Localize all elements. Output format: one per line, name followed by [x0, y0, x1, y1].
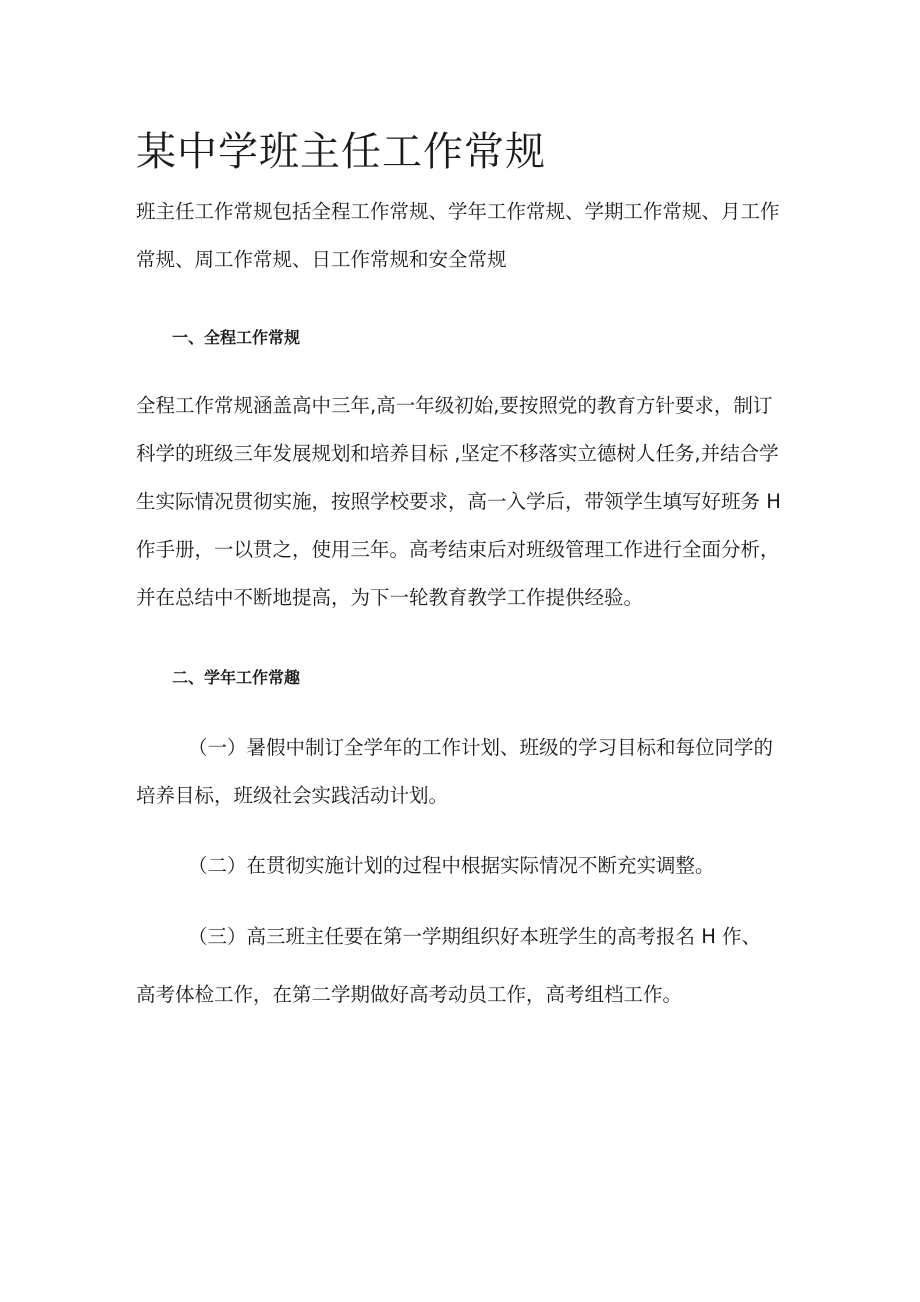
- item-line: （三）高三班主任要在第一学期组织好本班学生的高考报名 H 作、: [188, 925, 762, 948]
- section2-item1: [136, 724, 816, 820]
- intro-line: 常规、周工作常规、日工作常规和安全常规: [136, 248, 507, 271]
- section2-item3: [136, 913, 816, 961]
- item-line: 高考体检工作，在第二学期做好高考动员工作，高考组档工作。: [136, 983, 683, 1006]
- section-heading-1: 一、全程工作常规: [172, 328, 301, 347]
- paragraph-line: 并在总结中不断地提高，为下一轮教育教学工作提供经验。: [136, 586, 644, 609]
- section-heading-2: 二、学年工作常趣: [172, 668, 301, 687]
- item-line: （一）暑假中制订全学年的工作计划、班级的学习目标和每位同学的: [188, 736, 774, 759]
- paragraph-line: 生实际情况贯彻实施，按照学校要求，高一入学后，带领学生填写好班务 H: [136, 490, 781, 513]
- paragraph-line: 全程工作常规涵盖高中三年,高一年级初始,要按照党的教育方针要求，制订: [136, 394, 773, 417]
- intro-line: 班主任工作常规包括全程工作常规、学年工作常规、学期工作常规、月工作: [136, 200, 780, 223]
- item-line: 培养目标，班级社会实践活动计划。: [136, 784, 449, 807]
- item-line: （二）在贯彻实施计划的过程中根据实际情况不断充实调整。: [188, 854, 715, 877]
- intro-paragraph: [136, 188, 816, 284]
- paragraph-line: 作手册，一以贯之，使用三年。高考结束后对班级管理工作进行全面分析，: [136, 538, 780, 561]
- section1-paragraph: [136, 382, 816, 622]
- paragraph-line: 科学的班级三年发展规划和培养目标 ,坚定不移落实立德树人任务,并结合学: [136, 442, 779, 465]
- section2-item3-continued: [136, 971, 816, 1019]
- section2-item2: [136, 842, 816, 890]
- document-title: 某中学班主任工作常规: [136, 129, 546, 175]
